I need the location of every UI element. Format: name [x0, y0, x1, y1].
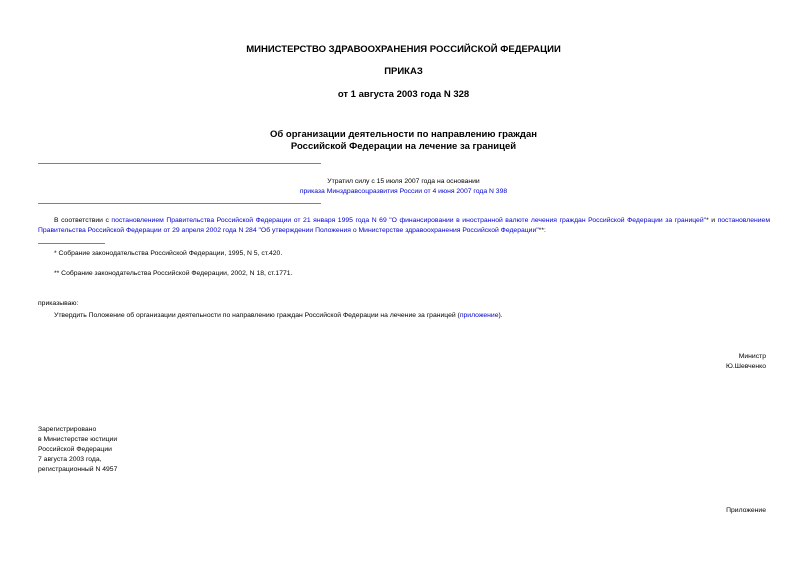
registration-line-2: в Министерстве юстиции — [38, 436, 118, 443]
registration-line-5: регистрационный N 4957 — [38, 466, 118, 473]
doc-title-line-2: Российской Федерации на лечение за границей — [290, 141, 517, 152]
date-number-heading: от 1 августа 2003 года N 328 — [337, 89, 470, 100]
status-divider — [38, 203, 321, 204]
preamble-text-2: * и — [706, 217, 718, 224]
footnote-divider — [38, 243, 105, 244]
appendix-label: Приложение — [726, 507, 766, 514]
appendix-link[interactable]: приложение — [459, 312, 499, 319]
preamble-text-3: **: — [538, 227, 546, 234]
doc-title-line-1: Об организации деятельности по направлению граждан — [270, 129, 537, 140]
preamble-link-2[interactable]: постановлением Правительства Российской Федерации от 29 апреля 2002 года N 284 "Об утверждении Положения о Министерстве здравоохранения Российской Федерации" — [38, 217, 771, 234]
status-link[interactable]: приказа Минздравсоцразвития России от 4 июня 2007 года N 398 — [299, 188, 508, 195]
prikazyvayu-label: приказываю: — [38, 300, 79, 307]
title-divider — [38, 163, 321, 164]
registration-line-4: 7 августа 2003 года, — [38, 456, 102, 463]
preamble-paragraph — [38, 216, 770, 236]
status-line-1: Утратил силу с 15 июля 2007 года на основании — [327, 178, 480, 185]
preamble-link-1[interactable]: постановлением Правительства Российской Федерации от 21 января 1995 года N 69 "О финансировании в иностранной валюте лечения граждан Российской Федерации за границей" — [111, 217, 707, 224]
footnote-2: ** Собрание законодательства Российской Федерации, 2002, N 18, ст.1771. — [54, 270, 293, 277]
order-text-after: ). — [498, 312, 503, 319]
footnote-1: * Собрание законодательства Российской Федерации, 1995, N 5, ст.420. — [54, 250, 283, 257]
registration-line-1: Зарегистрировано — [38, 426, 97, 433]
doc-type-heading: ПРИКАЗ — [384, 66, 423, 77]
order-text-before: Утвердить Положение об организации деятельности по направлению граждан Российской Федерации на лечение за границей ( — [54, 312, 460, 319]
ministry-heading: МИНИСТЕРСТВО ЗДРАВООХРАНЕНИЯ РОССИЙСКОЙ ФЕДЕРАЦИИ — [246, 44, 561, 55]
order-item — [54, 311, 503, 321]
signature-position: Министр — [738, 353, 766, 360]
signature-name: Ю.Шевченко — [726, 363, 766, 370]
preamble-text-1: В соответствии с — [54, 217, 112, 224]
registration-line-3: Российской Федерации — [38, 446, 112, 453]
